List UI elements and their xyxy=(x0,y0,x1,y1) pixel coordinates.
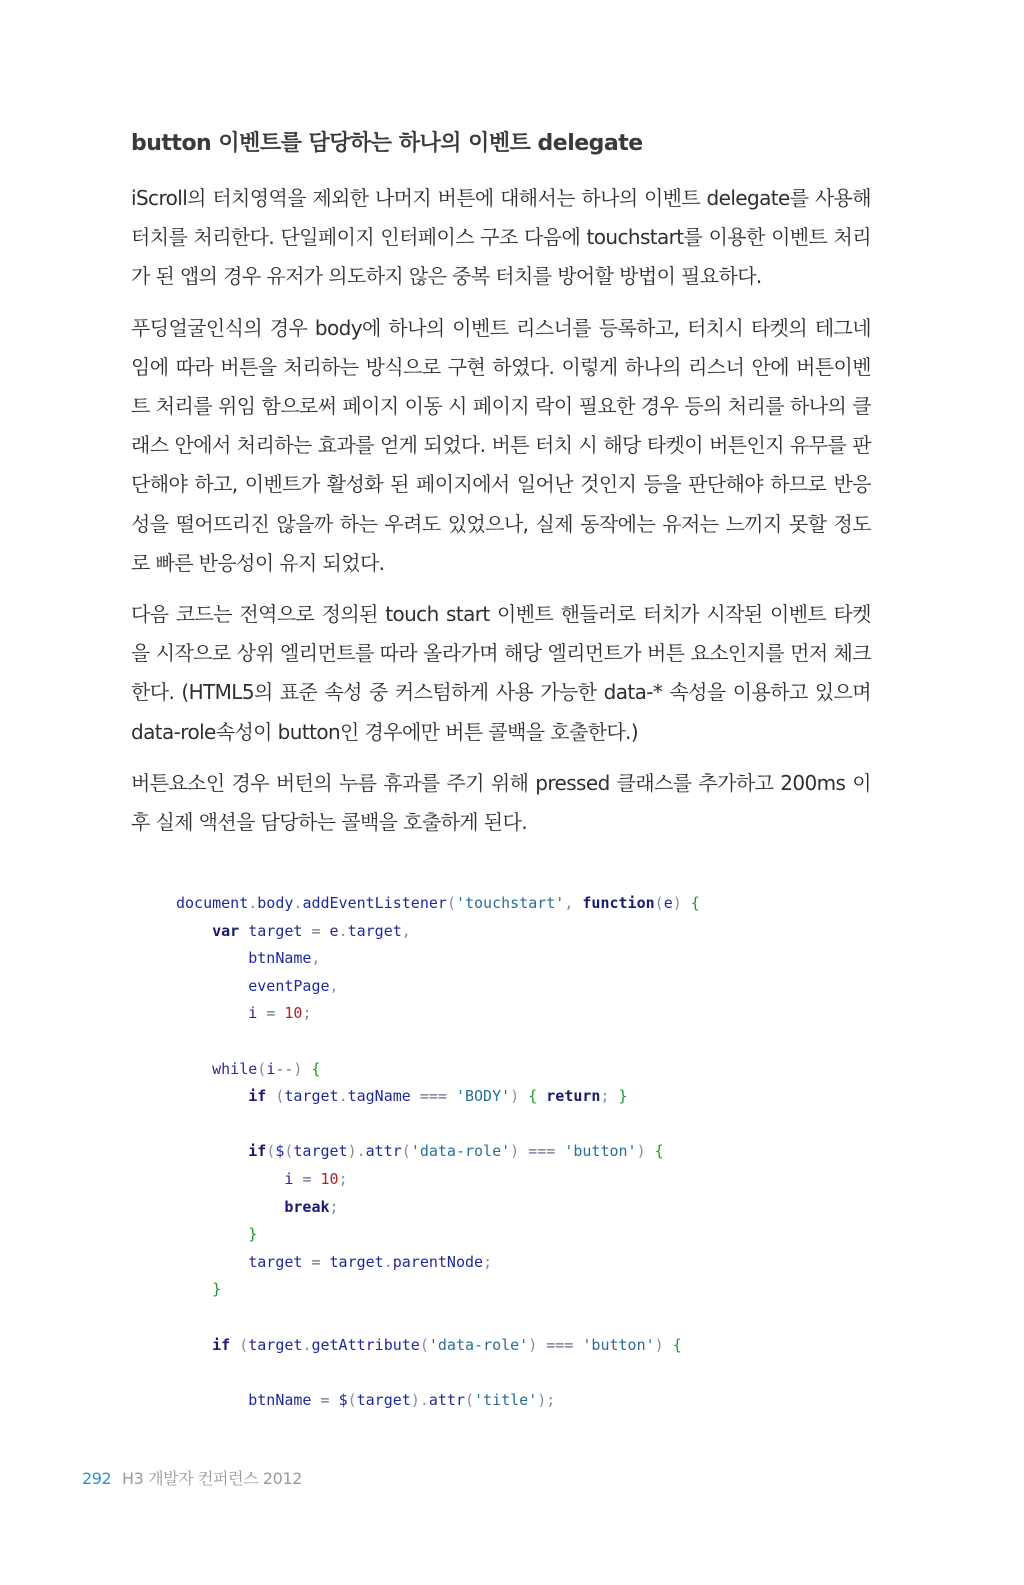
code-token xyxy=(176,977,248,995)
code-token: ) xyxy=(528,1335,547,1354)
code-token: ; xyxy=(483,1252,493,1271)
code-token: function xyxy=(582,894,655,912)
code-token: ) xyxy=(293,1059,312,1078)
code-token: ); xyxy=(537,1390,556,1409)
code-token: ; xyxy=(600,1087,619,1106)
code-line xyxy=(176,1166,896,1194)
code-token xyxy=(176,1253,248,1271)
code-token: ( xyxy=(266,1142,276,1161)
code-token: eventPage xyxy=(248,976,330,995)
code-token: var xyxy=(212,921,240,940)
page-number: 292 xyxy=(82,1469,112,1488)
code-token: target xyxy=(356,1390,411,1409)
code-token: , xyxy=(401,921,411,940)
code-token: if xyxy=(212,1335,231,1354)
code-line xyxy=(176,1083,896,1111)
code-token: , xyxy=(329,976,339,995)
code-token: = xyxy=(320,1390,330,1409)
code-token: . xyxy=(338,1087,348,1106)
code-token: body xyxy=(257,894,294,912)
code-token: , xyxy=(311,949,321,968)
paragraph-4: 버튼요소인 경우 버턴의 누름 휴과를 주기 위해 pressed 클래스를 추가하고 200ms 이후 실제 액션을 담당하는 콜백을 호출하게 된다. xyxy=(131,770,871,835)
code-token: . xyxy=(248,894,258,912)
code-token: target xyxy=(293,1142,348,1161)
section-heading: button 이벤트를 담당하는 하나의 이벤트 delegate xyxy=(131,131,643,156)
code-token: break xyxy=(284,1197,330,1216)
code-token: attr xyxy=(365,1142,402,1161)
page-footer xyxy=(82,1467,302,1491)
code-line xyxy=(176,1304,896,1332)
code-line xyxy=(176,1056,896,1084)
code-token: if xyxy=(248,1087,267,1106)
code-token xyxy=(176,1170,284,1188)
code-token: 'button' xyxy=(564,1142,637,1161)
code-token: $ xyxy=(338,1390,348,1409)
code-token: { xyxy=(690,894,700,912)
code-line xyxy=(176,1138,896,1166)
code-token: } xyxy=(212,1280,222,1299)
code-token: addEventListener xyxy=(302,894,447,912)
code-token: , xyxy=(564,894,583,912)
code-line xyxy=(176,1276,896,1304)
code-token: ) xyxy=(510,1142,529,1161)
code-token xyxy=(176,1391,248,1409)
code-token: target xyxy=(248,1335,303,1354)
code-token xyxy=(447,1087,456,1105)
code-token xyxy=(176,922,212,940)
code-token: ). xyxy=(347,1142,366,1161)
code-token: = xyxy=(311,1252,321,1271)
code-token: } xyxy=(248,1225,258,1244)
code-token: { xyxy=(311,1059,321,1078)
code-token: ( xyxy=(401,1142,411,1161)
code-token: 'touchstart' xyxy=(455,894,565,912)
code-token: ( xyxy=(347,1390,357,1409)
code-token xyxy=(176,1280,212,1298)
code-token: while xyxy=(212,1059,258,1078)
code-token xyxy=(176,1225,248,1243)
code-listing xyxy=(176,890,896,1414)
code-token xyxy=(555,1142,564,1160)
code-token: ( xyxy=(257,1059,267,1078)
code-token: . xyxy=(338,921,348,940)
code-token: attr xyxy=(428,1390,465,1409)
code-line xyxy=(176,1249,896,1277)
code-token: === xyxy=(419,1087,447,1106)
code-token: === xyxy=(546,1335,574,1354)
code-token xyxy=(176,949,248,967)
code-token: ; xyxy=(302,1004,312,1023)
code-token: ( xyxy=(446,894,456,912)
paragraph-1: iScroll의 터치영역을 제외한 나머지 버튼에 대해서는 하나의 이벤트 delegate를 사용해 터치를 처리한다. 단일페이지 인터페이스 구조 다음에 touchstart를 이용한 이벤트 처리가 된 앱의 경우 유저가 의도하지 않은 중복 터치를 방어할 방법이 필요하다. xyxy=(131,186,871,289)
code-token: e xyxy=(663,894,673,912)
code-token: = xyxy=(302,1169,312,1188)
code-token: = xyxy=(266,1004,276,1023)
paragraph-3: 다음 코드는 전역으로 정의된 touch start 이벤트 핸들러로 터치가 시작된 이벤트 타켓을 시작으로 상위 엘리먼트를 따라 올라가며 해당 엘리먼트가 버튼 요소인지를 먼저 체크한다. (HTML5의 표준 속성 중 커스텀하게 사용 가능한 data-* 속성을 이용하고 있으며 data-role속성이 button인 경우에만 버튼 콜백을 호출한다.) xyxy=(131,602,871,744)
code-token xyxy=(176,1198,284,1216)
code-line xyxy=(176,890,896,918)
code-token: if xyxy=(248,1142,267,1161)
code-token: . xyxy=(383,1252,393,1271)
code-token: i xyxy=(266,1059,276,1078)
code-token: return xyxy=(546,1087,601,1106)
code-token: tagName xyxy=(347,1087,420,1106)
code-token: ( xyxy=(230,1335,249,1354)
code-token: i xyxy=(284,1169,303,1188)
code-token: i xyxy=(248,1004,267,1023)
code-token: . xyxy=(302,1335,312,1354)
code-line xyxy=(176,1359,896,1387)
code-line xyxy=(176,918,896,946)
code-token: 10 xyxy=(320,1169,339,1188)
code-token xyxy=(537,1087,546,1105)
code-token: target xyxy=(320,1252,384,1271)
code-token xyxy=(176,1142,248,1160)
code-token: 'BODY' xyxy=(455,1087,511,1106)
code-line xyxy=(176,1194,896,1222)
code-line xyxy=(176,973,896,1001)
code-token: -- xyxy=(275,1059,294,1078)
code-token: $ xyxy=(275,1142,285,1161)
code-token: document xyxy=(176,894,249,912)
code-token xyxy=(330,1391,339,1409)
code-token: ) xyxy=(510,1087,529,1106)
code-token xyxy=(176,1336,212,1354)
code-line xyxy=(176,1332,896,1360)
code-token: target xyxy=(284,1087,339,1106)
code-line xyxy=(176,1387,896,1415)
code-token xyxy=(311,1170,320,1188)
code-token: = xyxy=(311,921,321,940)
code-token: ( xyxy=(419,1335,429,1354)
code-token: ). xyxy=(410,1390,429,1409)
code-token xyxy=(176,1087,248,1105)
code-token xyxy=(176,1060,212,1078)
code-token: { xyxy=(672,1335,682,1354)
code-token: ) xyxy=(672,894,691,912)
code-line xyxy=(176,1000,896,1028)
code-token: ( xyxy=(266,1087,285,1106)
code-token: getAttribute xyxy=(311,1335,420,1354)
code-token: { xyxy=(654,1142,664,1161)
code-token: ; xyxy=(338,1169,348,1188)
code-token: 'data-role' xyxy=(410,1142,511,1161)
code-token: e xyxy=(320,921,339,940)
code-token: . xyxy=(293,894,303,912)
code-line xyxy=(176,1111,896,1139)
code-token: ( xyxy=(465,1390,475,1409)
code-line xyxy=(176,945,896,973)
code-token: ( xyxy=(284,1142,294,1161)
body-text xyxy=(131,179,871,854)
code-token: ; xyxy=(329,1197,339,1216)
code-token: 10 xyxy=(284,1004,303,1023)
code-token: ) xyxy=(636,1142,655,1161)
code-token: btnName xyxy=(248,949,312,968)
code-token: target xyxy=(239,921,312,940)
code-token: 'button' xyxy=(582,1335,655,1354)
code-token: parentNode xyxy=(392,1252,484,1271)
code-token: target xyxy=(248,1252,312,1271)
code-line xyxy=(176,1221,896,1249)
code-line xyxy=(176,1028,896,1056)
code-token: 'data-role' xyxy=(428,1335,529,1354)
book-title: H3 개발자 컨퍼런스 2012 xyxy=(122,1469,303,1488)
code-token: ) xyxy=(654,1335,673,1354)
code-token: { xyxy=(528,1087,538,1106)
code-token: ( xyxy=(654,894,664,912)
code-token: btnName xyxy=(248,1390,321,1409)
paragraph-2: 푸딩얼굴인식의 경우 body에 하나의 이벤트 리스너를 등록하고, 터치시 타켓의 테그네임에 따라 버튼을 처리하는 방식으로 구현 하였다. 이렇게 하나의 리스너 안에 버튼이벤트 처리를 위임 함으로써 페이지 이동 시 페이지 락이 필요한 경우 등의 처리를 하나의 클래스 안에서 처리하는 효과를 얻게 되었다. 버튼 터치 시 해당 타켓이 버튼인지 유무를 판단해야 하고, 이벤트가 활성화 된 페이지에서 일어난 것인지 등을 판단해야 하므로 반응성을 떨어뜨리진 않을까 하는 우려도 있었으나, 실제 동작에는 유저는 느끼지 못할 정도로 빠른 반응성이 유지 되었다. xyxy=(131,315,871,575)
code-token: } xyxy=(618,1087,628,1106)
code-token: === xyxy=(528,1142,556,1161)
code-token: 'title' xyxy=(474,1390,538,1409)
code-token xyxy=(176,1004,248,1022)
code-token: target xyxy=(347,921,402,940)
